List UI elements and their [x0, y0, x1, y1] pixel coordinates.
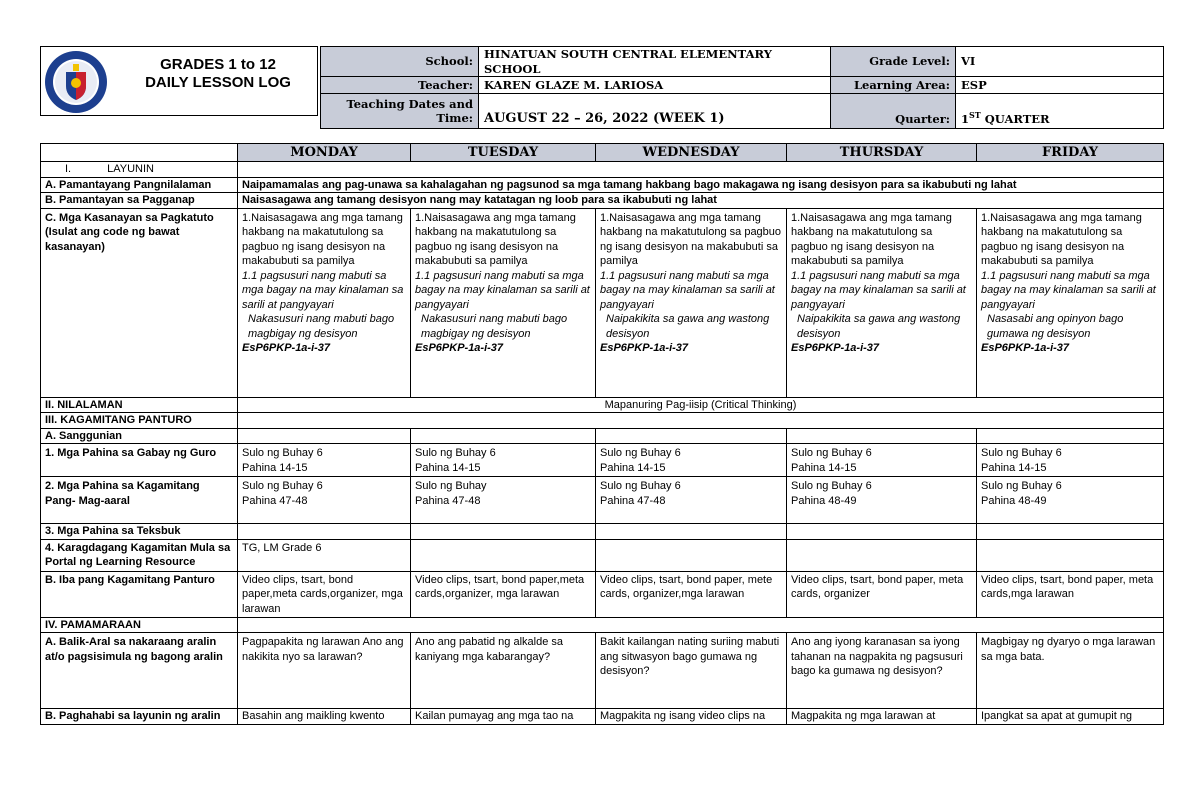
sanggunian-tuesday	[411, 428, 596, 444]
kagamitang-mag-aaral-friday	[977, 477, 1164, 524]
nilalaman-value: Mapanuring Pag-iisip (Critical Thinking)	[238, 397, 1164, 413]
balik-aral-monday: Pagpapakita ng larawan Ano ang nakikita nyo sa larawan?	[238, 633, 411, 709]
balik-aral-thursday: Ano ang iyong karanasan sa iyong tahanan na nagpakita ng pagsusuri bago ka gumawa ng desisyon?	[787, 633, 977, 709]
teksbuk-row	[41, 524, 1164, 540]
sanggunian-wednesday	[596, 428, 787, 444]
kasanayan-code: EsP6PKP-1a-i-37	[981, 342, 1070, 354]
sanggunian-row	[41, 428, 1164, 444]
iba-pa-tuesday: Video clips, tsart, bond paper,meta cards,organizer, mga larawan	[411, 571, 596, 617]
book-title: Sulo ng Buhay 6	[415, 447, 496, 459]
page-range: Pahina 47-48	[415, 494, 481, 507]
sanggunian-label: A. Sanggunian	[41, 428, 238, 444]
layunin-value	[238, 162, 1164, 178]
page-range: Pahina 14-15	[981, 461, 1047, 474]
book-title: Sulo ng Buhay 6	[981, 480, 1062, 492]
kasanayan-detail: Naipakikita sa gawa ang wastong desisyon	[797, 313, 961, 340]
lesson-log-table	[40, 143, 1164, 725]
layunin-row	[41, 162, 1164, 178]
nilalaman-row	[41, 397, 1164, 413]
learning-area-value: ESP	[956, 77, 1164, 94]
book-title: Sulo ng Buhay 6	[600, 447, 681, 459]
teksbuk-label: 3. Mga Pahina sa Teksbuk	[41, 524, 238, 540]
kasanayan-code: EsP6PKP-1a-i-37	[415, 342, 504, 354]
gabay-guro-friday	[977, 444, 1164, 477]
kagamitan-row	[41, 413, 1164, 429]
page-range: Pahina 14-15	[600, 461, 666, 474]
kasanayan-lead: 1.Naisasagawa ang mga tamang hakbang na makatutulong sa pagbuo ng isang desisyon na makabubuti sa pamilya	[415, 211, 576, 267]
kasanayan-code: EsP6PKP-1a-i-37	[791, 342, 880, 354]
teaching-dates-label-line2: Time:	[436, 111, 473, 125]
nilalaman-label: II. NILALAMAN	[41, 397, 238, 413]
kasanayan-code: EsP6PKP-1a-i-37	[600, 342, 689, 354]
balik-aral-friday: Magbigay ng dyaryo o mga larawan sa mga bata.	[977, 633, 1164, 709]
kasanayan-detail: Nakasusuri nang mabuti bago magbigay ng desisyon	[421, 313, 568, 340]
grade-level-label: Grade Level:	[831, 47, 956, 77]
kagamitang-mag-aaral-row	[41, 477, 1164, 524]
kasanayan-friday	[977, 208, 1164, 397]
teksbuk-friday	[977, 524, 1164, 540]
book-title: Sulo ng Buhay 6	[791, 480, 872, 492]
page-range: Pahina 48-49	[981, 494, 1047, 507]
page-range: Pahina 14-15	[791, 461, 857, 474]
iba-pa-friday: Video clips, tsart, bond paper, meta cards,mga larawan	[977, 571, 1164, 617]
gabay-guro-tuesday	[411, 444, 596, 477]
karagdagan-label: 4. Karagdagang Kagamitan Mula sa Portal ng Learning Resource	[41, 539, 238, 571]
balik-aral-wednesday: Bakit kailangan nating suriing mabuti ang sitwasyon bago gumawa ng desisyon?	[596, 633, 787, 709]
karagdagan-row	[41, 539, 1164, 571]
book-title: Sulo ng Buhay 6	[242, 447, 323, 459]
kasanayan-code: EsP6PKP-1a-i-37	[242, 342, 331, 354]
karagdagan-wednesday	[596, 539, 787, 571]
school-value: HINATUAN SOUTH CENTRAL ELEMENTARY SCHOOL	[479, 47, 831, 77]
paghahabi-friday: Ipangkat sa apat at gumupit ng	[977, 709, 1164, 725]
page-range: Pahina 14-15	[415, 461, 481, 474]
pamantayang-pangnilalaman-value: Naipamamalas ang pag-unawa sa kahalagahan ng pagsunod sa mga tamang hakbang bago makagawa ng isang desisyon para sa ikabubuti ng lahat	[238, 177, 1164, 193]
pamantayang-pangnilalaman-row	[41, 177, 1164, 193]
kasanayan-lead: 1.Naisasagawa ang mga tamang hakbang na makatutulong sa pagbuo ng isang desisyon na makabubuti sa pamilya	[242, 211, 403, 267]
teksbuk-thursday	[787, 524, 977, 540]
book-title: Sulo ng Buhay 6	[791, 447, 872, 459]
pamamaraan-label: IV. PAMAMARAAN	[41, 617, 238, 633]
page-range: Pahina 47-48	[600, 494, 666, 507]
teaching-dates-label-line1: Teaching Dates and	[346, 96, 473, 111]
day-monday: MONDAY	[238, 144, 411, 162]
log-title	[120, 56, 316, 92]
teksbuk-wednesday	[596, 524, 787, 540]
pamantayan-pagganap-label: B. Pamantayan sa Pagganap	[41, 193, 238, 209]
pamantayang-pangnilalaman-label: A. Pamantayang Pangnilalaman	[41, 177, 238, 193]
paghahabi-thursday: Magpakita ng mga larawan at	[787, 709, 977, 725]
sanggunian-friday	[977, 428, 1164, 444]
teacher-value: KAREN GLAZE M. LARIOSA	[479, 77, 831, 94]
kagamitang-mag-aaral-tuesday	[411, 477, 596, 524]
gabay-guro-row	[41, 444, 1164, 477]
kasanayan-sub: 1.1 pagsusuri nang mabuti sa mga bagay na may kinalaman sa sarili at pangyayari	[242, 269, 404, 311]
pamantayan-pagganap-row	[41, 193, 1164, 209]
grade-level-value: VI	[956, 47, 1164, 77]
iba-pa-label: B. Iba pang Kagamitang Panturo	[41, 571, 238, 617]
karagdagan-friday	[977, 539, 1164, 571]
days-header-row	[41, 144, 1164, 162]
iba-pa-wednesday: Video clips, tsart, bond paper, mete cards, organizer,mga larawan	[596, 571, 787, 617]
quarter-number: 1	[961, 111, 970, 126]
page-range: Pahina 47-48	[242, 494, 308, 507]
kasanayan-detail: Naipakikita sa gawa ang wastong desisyon	[606, 313, 770, 340]
balik-aral-row	[41, 633, 1164, 709]
deped-seal-icon	[44, 50, 108, 114]
quarter-word: QUARTER	[980, 111, 1050, 126]
kagamitang-mag-aaral-thursday	[787, 477, 977, 524]
kasanayan-sub: 1.1 pagsusuri nang mabuti sa mga bagay na may kinalaman sa sarili at pangyayari	[981, 269, 1156, 311]
quarter-label: Quarter:	[831, 94, 956, 129]
quarter-suffix: ST	[969, 109, 981, 120]
kagamitang-mag-aaral-label: 2. Mga Pahina sa Kagamitang Pang- Mag-aaral	[41, 477, 238, 524]
book-title: Sulo ng Buhay	[415, 480, 487, 492]
header-info-table	[320, 46, 1164, 129]
day-wednesday: WEDNESDAY	[596, 144, 787, 162]
kasanayan-detail: Nakasusuri nang mabuti bago magbigay ng desisyon	[248, 313, 395, 340]
quarter-value	[956, 94, 1164, 129]
sanggunian-thursday	[787, 428, 977, 444]
kasanayan-lead: 1.Naisasagawa ang mga tamang hakbang na makatutulong sa pagbuo ng isang desisyon na makabubuti sa pamilya	[981, 211, 1142, 267]
paghahabi-row	[41, 709, 1164, 725]
kasanayan-row	[41, 208, 1164, 397]
corner-cell	[41, 144, 238, 162]
balik-aral-label: A. Balik-Aral sa nakaraang aralin at/o pagsisimula ng bagong aralin	[41, 633, 238, 709]
kasanayan-label: C. Mga Kasanayan sa Pagkatuto (Isulat ang code ng bawat kasanayan)	[41, 208, 238, 397]
balik-aral-tuesday: Ano ang pabatid ng alkalde sa kaniyang mga kabarangay?	[411, 633, 596, 709]
kasanayan-sub: 1.1 pagsusuri nang mabuti sa mga bagay na may kinalaman sa sarili at pangyayari	[415, 269, 590, 311]
karagdagan-tuesday	[411, 539, 596, 571]
iba-pa-monday: Video clips, tsart, bond paper,meta cards,organizer, mga larawan	[238, 571, 411, 617]
kasanayan-detail: Nasasabi ang opinyon bago gumawa ng desisyon	[987, 313, 1124, 340]
book-title: Sulo ng Buhay 6	[600, 480, 681, 492]
gabay-guro-wednesday	[596, 444, 787, 477]
paghahabi-wednesday: Magpakita ng isang video clips na	[596, 709, 787, 725]
kasanayan-sub: 1.1 pagsusuri nang mabuti sa mga bagay na may kinalaman sa sarili at pangyayari	[600, 269, 775, 311]
paghahabi-monday: Basahin ang maikling kwento	[238, 709, 411, 725]
gabay-guro-thursday	[787, 444, 977, 477]
title-line-1: GRADES 1 to 12	[160, 56, 276, 73]
kasanayan-wednesday	[596, 208, 787, 397]
pamantayan-pagganap-value: Naisasagawa ang tamang desisyon nang may katatagan ng loob para sa ikabubuti ng lahat	[238, 193, 1164, 209]
sanggunian-monday	[238, 428, 411, 444]
kasanayan-tuesday	[411, 208, 596, 397]
page-range: Pahina 14-15	[242, 461, 308, 474]
teksbuk-monday	[238, 524, 411, 540]
pamamaraan-row	[41, 617, 1164, 633]
teacher-label: Teacher:	[321, 77, 479, 94]
layunin-label	[41, 162, 238, 178]
teksbuk-tuesday	[411, 524, 596, 540]
teaching-dates-value: AUGUST 22 – 26, 2022 (WEEK 1)	[479, 94, 831, 129]
page-range: Pahina 48-49	[791, 494, 857, 507]
paghahabi-label: B. Paghahabi sa layunin ng aralin	[41, 709, 238, 725]
iba-pa-thursday: Video clips, tsart, bond paper, meta cards, organizer	[787, 571, 977, 617]
layunin-text: LAYUNIN	[107, 163, 154, 175]
karagdagan-monday: TG, LM Grade 6	[238, 539, 411, 571]
kagamitang-mag-aaral-monday	[238, 477, 411, 524]
day-thursday: THURSDAY	[787, 144, 977, 162]
kasanayan-monday	[238, 208, 411, 397]
pamamaraan-value	[238, 617, 1164, 633]
kasanayan-thursday	[787, 208, 977, 397]
day-tuesday: TUESDAY	[411, 144, 596, 162]
title-line-2: DAILY LESSON LOG	[145, 74, 291, 91]
kasanayan-sub: 1.1 pagsusuri nang mabuti sa mga bagay na may kinalaman sa sarili at pangyayari	[791, 269, 966, 311]
day-friday: FRIDAY	[977, 144, 1164, 162]
learning-area-label: Learning Area:	[831, 77, 956, 94]
kagamitan-label: III. KAGAMITANG PANTURO	[41, 413, 238, 429]
kasanayan-lead: 1.Naisasagawa ang mga tamang hakbang na makatutulong sa pagbuo ng isang desisyon na makabubuti sa pamilya	[600, 211, 782, 267]
school-label: School:	[321, 47, 479, 77]
kasanayan-lead: 1.Naisasagawa ang mga tamang hakbang na makatutulong sa pagbuo ng isang desisyon na makabubuti sa pamilya	[791, 211, 952, 267]
karagdagan-thursday	[787, 539, 977, 571]
teaching-dates-label	[321, 94, 479, 129]
gabay-guro-label: 1. Mga Pahina sa Gabay ng Guro	[41, 444, 238, 477]
kagamitang-mag-aaral-wednesday	[596, 477, 787, 524]
book-title: Sulo ng Buhay 6	[981, 447, 1062, 459]
layunin-number: I.	[65, 163, 72, 175]
gabay-guro-monday	[238, 444, 411, 477]
iba-pa-row	[41, 571, 1164, 617]
paghahabi-tuesday: Kailan pumayag ang mga tao na	[411, 709, 596, 725]
book-title: Sulo ng Buhay 6	[242, 480, 323, 492]
kagamitan-value	[238, 413, 1164, 429]
